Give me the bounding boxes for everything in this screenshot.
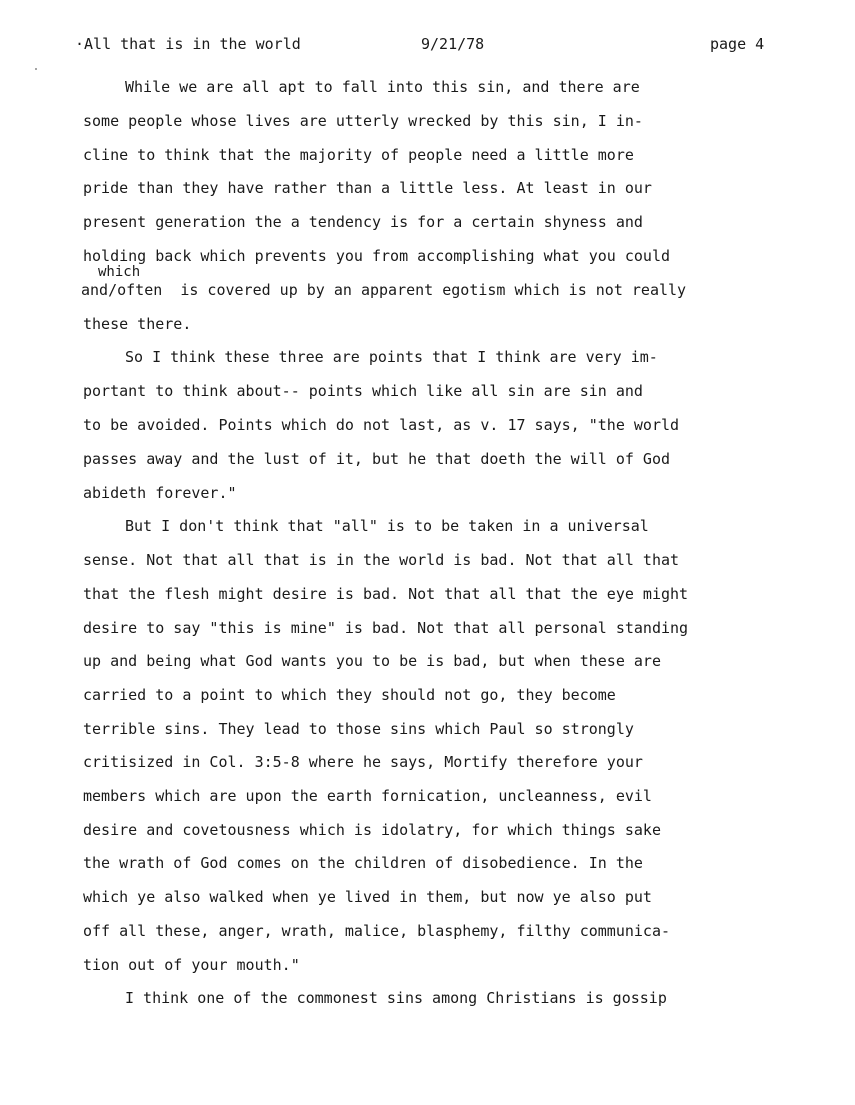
text-line: to be avoided. Points which do not last, as v. 17 says, "the world [83,416,680,434]
text-line: these there. [83,315,192,333]
stray-mark [35,68,37,70]
text-line: So I think these three are points that I think are very im- [125,348,658,366]
text-line: terrible sins. They lead to those sins which Paul so strongly [83,720,634,738]
header-page-number: page 4 [710,35,765,53]
text-line: holding back which prevents you from accomplishing what you could [83,247,670,265]
text-line: carried to a point to which they should not go, they become [83,686,616,704]
text-line: portant to think about-- points which like all sin are sin and [83,382,643,400]
text-line: and/often is covered up by an apparent egotism which is not really [81,281,687,299]
text-line: present generation the a tendency is for a certain shyness and [83,213,643,231]
text-line: that the flesh might desire is bad. Not that all that the eye might [83,585,689,603]
text-line: tion out of your mouth." [83,956,300,974]
text-line: critisized in Col. 3:5-8 where he says, Mortify therefore your [83,753,643,771]
text-line: which ye also walked when ye lived in them, but now ye also put [83,888,652,906]
text-line: But I don't think that "all" is to be taken in a universal [125,517,649,535]
text-line: I think one of the commonest sins among Christians is gossip [125,989,667,1007]
text-line: cline to think that the majority of people need a little more [83,146,634,164]
handwritten-insertion: which [98,264,141,280]
text-line: abideth forever." [83,484,237,502]
text-line: While we are all apt to fall into this sin, and there are [125,78,640,96]
text-line: desire to say "this is mine" is bad. Not that all personal standing [83,619,689,637]
text-line: sense. Not that all that is in the world is bad. Not that all that [83,551,680,569]
header-date: 9/21/78 [421,35,485,53]
text-line: off all these, anger, wrath, malice, blasphemy, filthy communica- [83,922,670,940]
text-line: members which are upon the earth fornication, uncleanness, evil [83,787,652,805]
text-line: up and being what God wants you to be is bad, but when these are [83,652,661,670]
text-line: desire and covetousness which is idolatry, for which things sake [83,821,661,839]
text-line: passes away and the lust of it, but he that doeth the will of God [83,450,670,468]
text-line: pride than they have rather than a little less. At least in our [83,179,652,197]
text-line: some people whose lives are utterly wrecked by this sin, I in- [83,112,643,130]
header-title: ·All that is in the world [75,35,301,53]
text-line: the wrath of God comes on the children of disobedience. In the [83,854,643,872]
